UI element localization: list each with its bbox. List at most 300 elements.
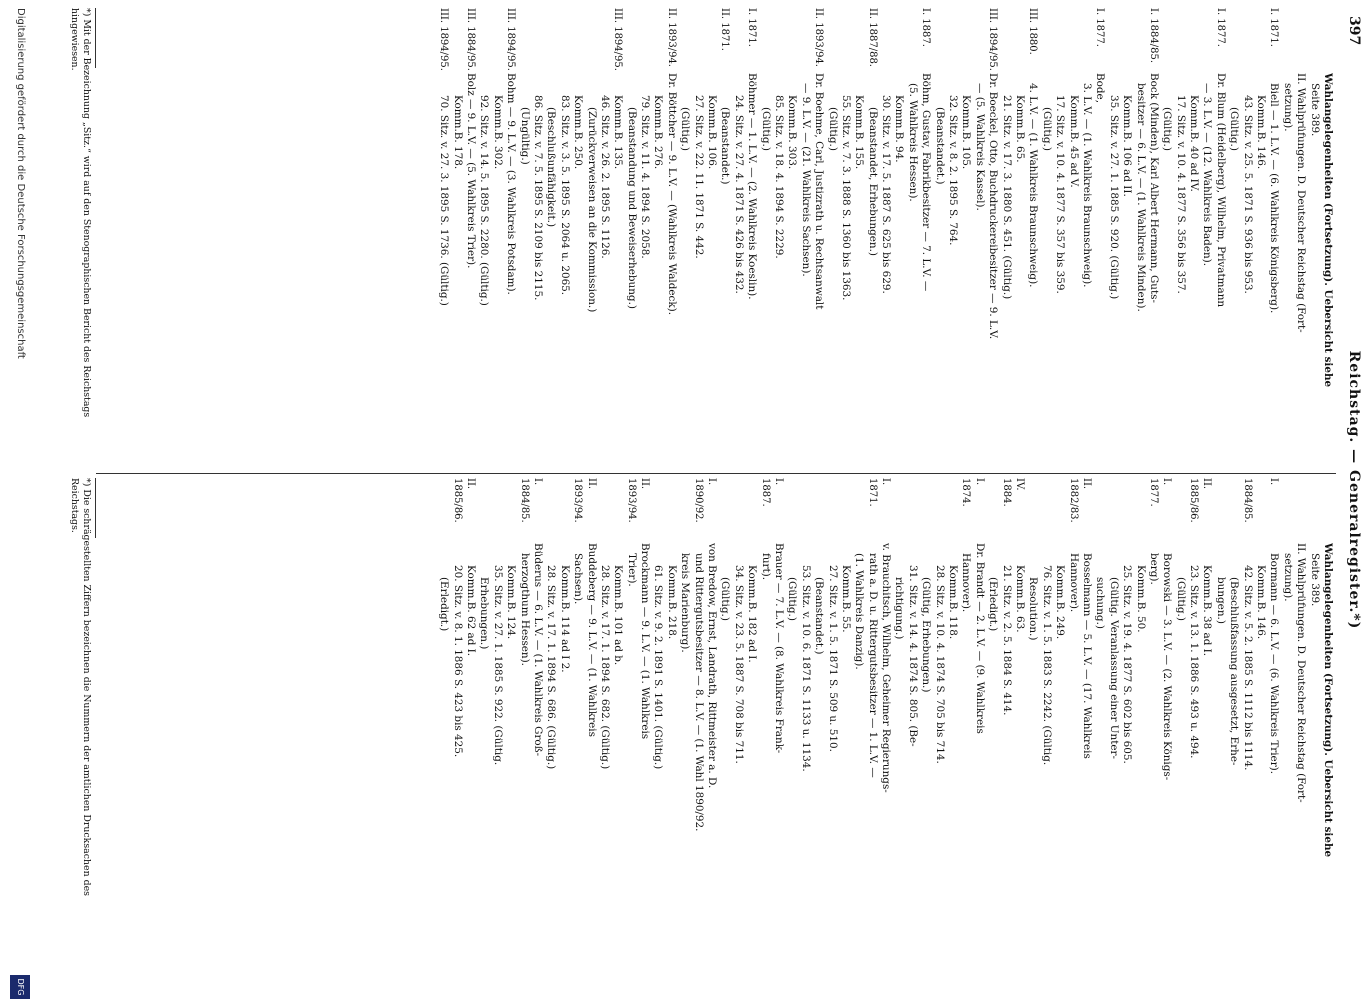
entry-line (1267, 478, 1280, 938)
entry-text: Komm.B. 182 ad I. (746, 565, 759, 663)
entry-text: Komm.B. 250. (572, 95, 585, 170)
entry-text: Komm.B. 45 ad V. (1067, 95, 1080, 188)
entry-text: 46. Sitz. v. 26. 2. 1895 S. 1126. (598, 95, 611, 259)
entry-line (664, 478, 677, 938)
entry-text: 25. Sitz. v. 19. 4. 1877 S. 602 bis 605. (1121, 565, 1134, 764)
entry-text: rath a. D. u. Rittergutsbesitzer — 1. L.V. — (866, 553, 879, 778)
entry-line (638, 478, 651, 938)
entry-line (678, 478, 691, 938)
section-heading: Wahlangelegenheiten (Fortsetzung). Uebersicht siehe (1322, 543, 1334, 858)
entry-line (1227, 478, 1240, 938)
entry-line (986, 8, 999, 468)
session-year: I. 1877. (1214, 8, 1226, 47)
session-year: I. (531, 478, 543, 486)
entry-line (598, 8, 611, 468)
entry-text: Dr. Brandt — 2. L.V. — (9. Wahlkreis (973, 543, 986, 734)
entry-line (972, 8, 985, 468)
session-year: I. (772, 478, 784, 486)
entry-line (624, 8, 637, 468)
entry-text: Trier). (625, 553, 638, 587)
entry-line (490, 8, 503, 468)
entry-line (1280, 8, 1293, 468)
session-year: II. (1080, 478, 1092, 490)
session-year: 1882/83. (1067, 478, 1079, 523)
entry-text: berg). (1147, 553, 1160, 585)
entry-text: 61. Sitz. v. 9. 2. 1891 S. 1401. (Gültig.) (652, 565, 665, 770)
entry-text: setzung). (1281, 553, 1294, 602)
entry-text: 28. Sitz. v. 17. 1. 1894 S. 686. (Gültig.) (545, 565, 558, 770)
entry-line (611, 478, 624, 938)
entry-text: Böhm, Gustav, Fabrikbesitzer — 7. L.V. — (920, 73, 933, 292)
entry-line (477, 478, 490, 938)
entry-line (584, 478, 597, 938)
footnote-rule-right (95, 478, 96, 538)
entry-text: kreis Marienburg). (679, 553, 692, 653)
entry-text: Dr. Boeckel, Otto, Buchdruckereibesitzer — 9. L.V. (987, 73, 1000, 340)
entry-line (1213, 478, 1226, 938)
entry-line (611, 8, 624, 468)
entry-line (1039, 8, 1052, 468)
entry-line (1240, 478, 1253, 938)
entry-line (892, 8, 905, 468)
entry-line (999, 8, 1012, 468)
entry-line (1267, 8, 1280, 468)
session-year: I. (880, 478, 892, 486)
session-year: III. 1894/95. (987, 8, 999, 71)
entry-line (772, 478, 785, 938)
footnote-left: *) Mit der Bezeichnung „Sitz.“ wird auf den Stenographischen Bericht des Reichstags hingewiesen. (69, 8, 92, 418)
entry-line (718, 8, 731, 468)
entry-text: richtigung.) (893, 577, 906, 640)
entry-text: Komm.B. 63. (1014, 565, 1027, 633)
entry-line (544, 478, 557, 938)
entry-line (1106, 478, 1119, 938)
entry-text: Erhebungen.) (478, 577, 491, 650)
entry-line (1120, 478, 1133, 938)
session-year: I. (1268, 478, 1280, 486)
entry-text: Brockmann — 9. L.V. — (1. Wahlkreis (639, 543, 652, 740)
entry-line (812, 478, 825, 938)
entry-text: 70. Sitz. v. 27. 3. 1895 S. 1736. (Gültig.) (438, 95, 451, 306)
entry-text: Komm.B. 94. (893, 95, 906, 163)
entry-text: (Beschlußunfähigkeit.) (545, 107, 558, 228)
right-column (99, 478, 1334, 938)
entry-text: setzung). (1281, 83, 1294, 132)
entry-text: 85. Sitz. v. 18. 4. 1894 S. 2229. (772, 95, 785, 259)
entry-text: 34. Sitz. v. 23. 5. 1887 S. 708 bis 711. (732, 565, 745, 764)
entry-text: Borowski — 3. L.V. — (2. Wahlkreis Königs- (1161, 553, 1174, 781)
entry-text: Komm.B. 40 ad IV. (1188, 95, 1201, 192)
entry-text: (Gültig, Erhebungen.) (920, 577, 933, 693)
entry-line (691, 8, 704, 468)
session-year: II. 1893/94. (665, 8, 677, 67)
entry-text: Komm.B. 146. (1255, 95, 1268, 170)
entry-text: 79. Sitz. v. 11. 4. 1894 S. 2058. (639, 95, 652, 259)
entry-line (1080, 8, 1093, 468)
entry-text: Komm.B. 50. (1134, 565, 1147, 633)
entry-line (1147, 478, 1160, 938)
entry-text: 28. Sitz. v. 10. 4. 1874 S. 705 bis 714. (933, 565, 946, 764)
entry-line (745, 8, 758, 468)
entry-line (624, 478, 637, 938)
entry-text: 30. Sitz. v. 17. 5. 1887 S. 625 bis 629. (880, 95, 893, 294)
entry-text: II. Wahlprüfungen. D. Deutscher Reichstag (Fort- (1295, 543, 1308, 803)
entry-text: 21. Sitz. v. 2. 5. 1884 S. 414. (1000, 565, 1013, 716)
session-year: III. 1884/95. (465, 8, 476, 71)
entry-text: (Gültig.) (1040, 107, 1053, 151)
session-year: I. 1871. (1268, 8, 1280, 47)
entry-line (1254, 478, 1267, 938)
entry-text: Komm.B. 55. (839, 565, 852, 633)
entry-text: (1. Wahlkreis Danzig). (853, 553, 866, 670)
entry-text: Hannover). (960, 553, 973, 613)
entry-text: — 3. L.V. — (12. Wahlkreis Baden). (1201, 83, 1214, 267)
entry-text: suchung.) (1094, 577, 1107, 629)
entry-text: 23. Sitz. v. 13. 1. 1886 S. 493 u. 494. (1188, 565, 1201, 759)
entry-line (785, 478, 798, 938)
entry-text: v. Brauchitsch, Wilhelm, Geheimer Regierungs- (880, 543, 893, 793)
entry-line (865, 8, 878, 468)
entry-text: Komm.B. 302. (491, 95, 504, 170)
footnote-right: *) Die schrägestellten Ziffern bezeichnen die Nummern der amtlichen Drucksachen des Reichstags. (69, 478, 92, 896)
entry-text: (Erledigt.) (987, 577, 1000, 632)
entry-line (1307, 8, 1320, 468)
entry-line (731, 8, 744, 468)
entry-line (598, 478, 611, 938)
entry-text: Komm.B. 303. (786, 95, 799, 170)
entry-line (785, 8, 798, 468)
entry-line (1066, 8, 1079, 468)
entry-text: 53. Sitz. v. 10. 6. 1871 S. 1133 u. 1134. (799, 565, 812, 772)
entry-text: Komm.B. 276. (652, 95, 665, 170)
page-header (1340, 16, 1362, 964)
entry-text: Komm.B. 146. (1255, 565, 1268, 640)
session-year: I. 1877. (1094, 8, 1106, 47)
entry-line (571, 478, 584, 938)
entry-line (812, 8, 825, 468)
session-year: 1885/86. (1188, 478, 1200, 523)
entry-line (1280, 478, 1293, 938)
entry-text: Seite 389. (1308, 553, 1321, 607)
entry-text: Dr. Blum (Heidelberg), Wilhelm, Privatmann (1214, 73, 1227, 308)
entry-line (1026, 8, 1039, 468)
entry-line (758, 8, 771, 468)
entry-text: besitzer — 6. L.V. — (1. Wahlkreis Minden). (1134, 83, 1147, 312)
entry-line (450, 478, 463, 938)
entry-line (1307, 478, 1320, 938)
entry-line (1013, 8, 1026, 468)
entry-text: Bolz — 9. L.V. — (5. Wahlkreis Trier). (465, 73, 477, 269)
entry-line (450, 8, 463, 468)
entry-line (1106, 8, 1119, 468)
session-year: II. 1887/88. (866, 8, 878, 67)
entry-line (557, 478, 570, 938)
entry-text: (Beanstandet, Erhebungen.) (866, 107, 879, 256)
entry-text: Komm.B. 155. (853, 95, 866, 170)
entry-text: Büderus — 6. L.V. — (1. Wahlkreis Groß- (531, 543, 544, 757)
entry-line (1187, 8, 1200, 468)
entry-text: (Gültig.) (1174, 577, 1187, 621)
entry-text: (Beschlußfassung ausgesetzt, Erhe- (1228, 577, 1241, 766)
entry-text: Komm.B. 249. (1054, 565, 1067, 640)
entry-line (638, 8, 651, 468)
session-year: 1877. (1147, 478, 1159, 507)
entry-line (1294, 8, 1307, 468)
entry-text: (5. Wahlkreis Hessen). (906, 83, 919, 202)
session-year: 1893/94. (625, 478, 637, 523)
entry-line (959, 478, 972, 938)
entry-text: Hannover). (1067, 553, 1080, 613)
entry-text: Böhmer — 1. L.V. — (2. Wahlkreis Koeslin). (746, 73, 759, 300)
entry-text: von Bredow, Ernst, Landrath, Rittmeister a. D. (706, 543, 719, 789)
entry-line (839, 8, 852, 468)
entry-line (464, 478, 477, 938)
entry-text: furt). (759, 553, 772, 581)
entry-line (1254, 8, 1267, 468)
entry-line (852, 478, 865, 938)
session-year: II. 1893/94. (813, 8, 825, 67)
entry-line (584, 8, 597, 468)
entry-text: Komm.B. 118. (947, 565, 960, 640)
entry-text: 20. Sitz. v. 8. 1. 1886 S. 423 bis 425. (451, 565, 464, 758)
page-title: Reichstag. — Generalregister.*) (1346, 350, 1362, 630)
entry-line (959, 8, 972, 468)
entry-line (825, 8, 838, 468)
session-year: III. 1894/95. (612, 8, 624, 71)
entry-text: (Beanstandet.) (933, 107, 946, 185)
entry-line (705, 478, 718, 938)
entry-line (1093, 8, 1106, 468)
entry-line (879, 8, 892, 468)
entry-line (1294, 478, 1307, 938)
entry-line (1321, 478, 1334, 938)
entry-line (571, 8, 584, 468)
session-year: I. (706, 478, 718, 486)
entry-text: Biell — 1. L.V. — (6. Wahlkreis Königsberg). (1268, 83, 1281, 314)
entry-line (946, 478, 959, 938)
entry-text: 55. Sitz. v. 7. 3. 1888 S. 1360 bis 1363. (839, 95, 852, 301)
entry-text: 17. Sitz. v. 10. 4. 1877 S. 356 bis 357. (1174, 95, 1187, 294)
entry-text: Bohm — 9. L.V. — (3. Wahlkreis Potsdam). (505, 73, 518, 295)
entry-text: 35. Sitz. v. 27. 1. 1885 S. 922. (Gültig. (491, 565, 504, 766)
session-year: II. (465, 478, 476, 490)
entry-line (1160, 8, 1173, 468)
entry-line (999, 478, 1012, 938)
entry-text: 76. Sitz. v. 1. 5. 1883 S. 2242. (Gültig. (1040, 565, 1053, 766)
session-year: 1885/86. (451, 478, 463, 523)
entry-line (839, 478, 852, 938)
entry-text: Komm.B. 38 ad I. (1201, 565, 1214, 657)
entry-line (1133, 478, 1146, 938)
session-year: 1884. (1000, 478, 1012, 507)
entry-line (1080, 478, 1093, 938)
session-year: IV. (1014, 478, 1026, 491)
entry-text: Bormann — 6. L.V. — (6. Wahlkreis Trier). (1268, 553, 1281, 775)
session-year: I. (973, 478, 985, 486)
entry-text: (Gültig.) (786, 577, 799, 621)
entry-line (1026, 478, 1039, 938)
entry-line (504, 8, 517, 468)
entry-line (865, 478, 878, 938)
entry-text: 86. Sitz. v. 7. 5. 1895 S. 2109 bis 2115. (531, 95, 544, 301)
entry-line (504, 478, 517, 938)
session-year: II. (1201, 478, 1213, 490)
entry-text: 31. Sitz. v. 14. 4. 1874 S. 805. (Be- (906, 565, 919, 747)
entry-line (1187, 478, 1200, 938)
entry-text: (Gültig.) (826, 107, 839, 151)
entry-line (852, 8, 865, 468)
entry-text: — (5. Wahlkreis Kassel). (973, 83, 986, 211)
entry-text: 28. Sitz. v. 17. 1. 1894 S. 682. (Gültig.) (598, 565, 611, 770)
entry-text: bungen.) (1214, 577, 1227, 624)
entry-text: Buddeberg — 9. L.V. — (1. Wahlkreis (585, 543, 598, 737)
entry-text: 21. Sitz. v. 17. 3. 1880 S. 451. (Gültig.) (1000, 95, 1013, 300)
entry-line (1053, 478, 1066, 938)
entry-line (517, 8, 530, 468)
entry-line (531, 478, 544, 938)
session-year: 1893/94. (572, 478, 584, 523)
entry-text: (Erledigt.) (438, 577, 451, 632)
entry-text: Resolution.) (1027, 577, 1040, 641)
entry-text: 4. L.V. — (1. Wahlkreis Braunschweig). (1027, 83, 1040, 288)
entry-line (879, 478, 892, 938)
entry-line (531, 8, 544, 468)
entry-line (972, 478, 985, 938)
entry-line (731, 478, 744, 938)
entry-text: Komm.B. 101 ad b. (612, 565, 625, 666)
entry-line (664, 8, 677, 468)
entry-line (1240, 8, 1253, 468)
entry-text: (Gültig.) (759, 107, 772, 151)
session-year: I. 1871. (746, 8, 758, 47)
entry-line (437, 8, 450, 468)
entry-text: Dr. Boehme, Carl, Justizrath u. Rechtsanwalt (813, 73, 826, 310)
session-year: III. 1880. (1027, 8, 1039, 55)
entry-text: 3. L.V. — (1. Wahlkreis Braunschweig). (1080, 83, 1093, 288)
entry-text: (Gültig. Veranlassung einer Unter- (1107, 577, 1120, 760)
footnote-rule-left (95, 8, 96, 68)
entry-line (919, 478, 932, 938)
entry-text: (Gültig.) (719, 577, 732, 621)
entry-line (1213, 8, 1226, 468)
page-number: 397 (1346, 16, 1362, 46)
entry-line (1321, 8, 1334, 468)
entry-line (490, 478, 503, 938)
section-heading: Wahlangelegenheiten (Fortsetzung). Uebersicht siehe (1322, 73, 1334, 388)
entry-line (1173, 478, 1186, 938)
entry-text: herzogthum Hessen). (518, 553, 531, 666)
entry-text: Komm.B. 135. (612, 95, 625, 170)
entry-text: 92. Sitz. v. 14. 5. 1895 S. 2280. (Gültig.) (478, 95, 491, 306)
session-year: I. (1161, 478, 1173, 486)
entry-line (651, 478, 664, 938)
dfg-logo: DFG (10, 975, 30, 999)
entry-line (1120, 8, 1133, 468)
entry-text: Komm.B. 218. (665, 565, 678, 640)
session-year: I. 1887. (920, 8, 932, 47)
entry-text: Bock (Minden), Karl Albert Hermann, Guts- (1147, 73, 1160, 304)
entry-text: Komm.B. 62 ad I. (465, 565, 477, 657)
entry-text: Komm.B. 106 ad II. (1121, 95, 1134, 197)
entry-line (544, 8, 557, 468)
entry-text: Komm.B. 114 ad I 2. (558, 565, 571, 673)
entry-line (1200, 478, 1213, 938)
entry-line (1133, 8, 1146, 468)
session-year: II. (585, 478, 597, 490)
session-year: 1890/92. (692, 478, 704, 523)
entry-text: 27. Sitz. v. 22. 11. 1871 S. 442. (692, 95, 705, 259)
entry-text: — 9. L.V. — (21. Wahlkreis Sachsen). (799, 83, 812, 277)
entry-line (825, 478, 838, 938)
entry-text: Dr. Böttcher — 9. L.V. — (Wahlkreis Waldeck). (665, 73, 678, 316)
entry-text: 32. Sitz. v. 8. 2. 1895 S. 764. (947, 95, 960, 246)
entry-line (1039, 478, 1052, 938)
entry-text: Komm.B. 106. (706, 95, 719, 170)
entry-line (1053, 8, 1066, 468)
entry-text: (Gültig.) (1228, 107, 1241, 151)
session-year: II. 1871. (719, 8, 731, 51)
entry-text: 42. Sitz. v. 5. 2. 1885 S. 1112 bis 1114. (1241, 565, 1254, 771)
entry-text: 17. Sitz. v. 10. 4. 1877 S. 357 bis 359. (1054, 95, 1067, 294)
entry-text: 43. Sitz. v. 25. 5. 1871 S. 936 bis 953. (1241, 95, 1254, 294)
entry-text: 83. Sitz. v. 3. 5. 1895 S. 2064 u. 2065. (558, 95, 571, 296)
entry-line (758, 478, 771, 938)
session-year: 1871. (866, 478, 878, 507)
entry-line (691, 478, 704, 938)
entry-line (1147, 8, 1160, 468)
entry-text: (Gültig.) (679, 107, 692, 151)
entry-line (946, 8, 959, 468)
entry-text: (Zurückverweisen an die Kommission.) (585, 107, 598, 313)
entry-text: Komm.B. 65. (1014, 95, 1027, 163)
entry-line (1013, 478, 1026, 938)
entry-text: (Beanstandet.) (719, 107, 732, 185)
entry-line (986, 478, 999, 938)
entry-line (437, 478, 450, 938)
digitization-notice: Digitalisierung gefördert durch die Deutsche Forschungsgemeinschaft (15, 8, 26, 359)
entry-line (1160, 478, 1173, 938)
entry-line (772, 8, 785, 468)
session-year: III. 1894/95. (438, 8, 450, 71)
left-column (99, 8, 1334, 468)
entry-line (798, 478, 811, 938)
entry-text: Bosselmann — 5. L.V. — (17. Wahlkreis (1080, 553, 1093, 759)
entry-text: Komm.B. 105. (960, 95, 973, 170)
entry-text: Bode, (1094, 73, 1107, 103)
entry-text: Sachsen). (572, 553, 585, 605)
entry-line (919, 8, 932, 468)
entry-text: Brauer — 7. L.V. — (8. Wahlkreis Frank- (772, 543, 785, 754)
entry-text: Komm.B. 124. (505, 565, 518, 640)
session-year: 1887. (759, 478, 771, 507)
entry-line (651, 8, 664, 468)
entry-text: (Ungültig.) (518, 107, 531, 165)
entry-line (1227, 8, 1240, 468)
entry-line (517, 478, 530, 938)
session-year: 1884/85. (1241, 478, 1253, 523)
entry-line (798, 8, 811, 468)
session-year: II. (639, 478, 651, 490)
entry-line (464, 8, 477, 468)
entry-line (892, 478, 905, 938)
entry-line (1066, 478, 1079, 938)
entry-line (557, 8, 570, 468)
entry-text: II. Wahlprüfungen. D. Deutscher Reichstag (Fort- (1295, 73, 1308, 333)
entry-line (932, 478, 945, 938)
entry-text: (Beanstandet.) (813, 577, 826, 655)
session-year: 1874. (960, 478, 972, 507)
entry-line (1200, 8, 1213, 468)
